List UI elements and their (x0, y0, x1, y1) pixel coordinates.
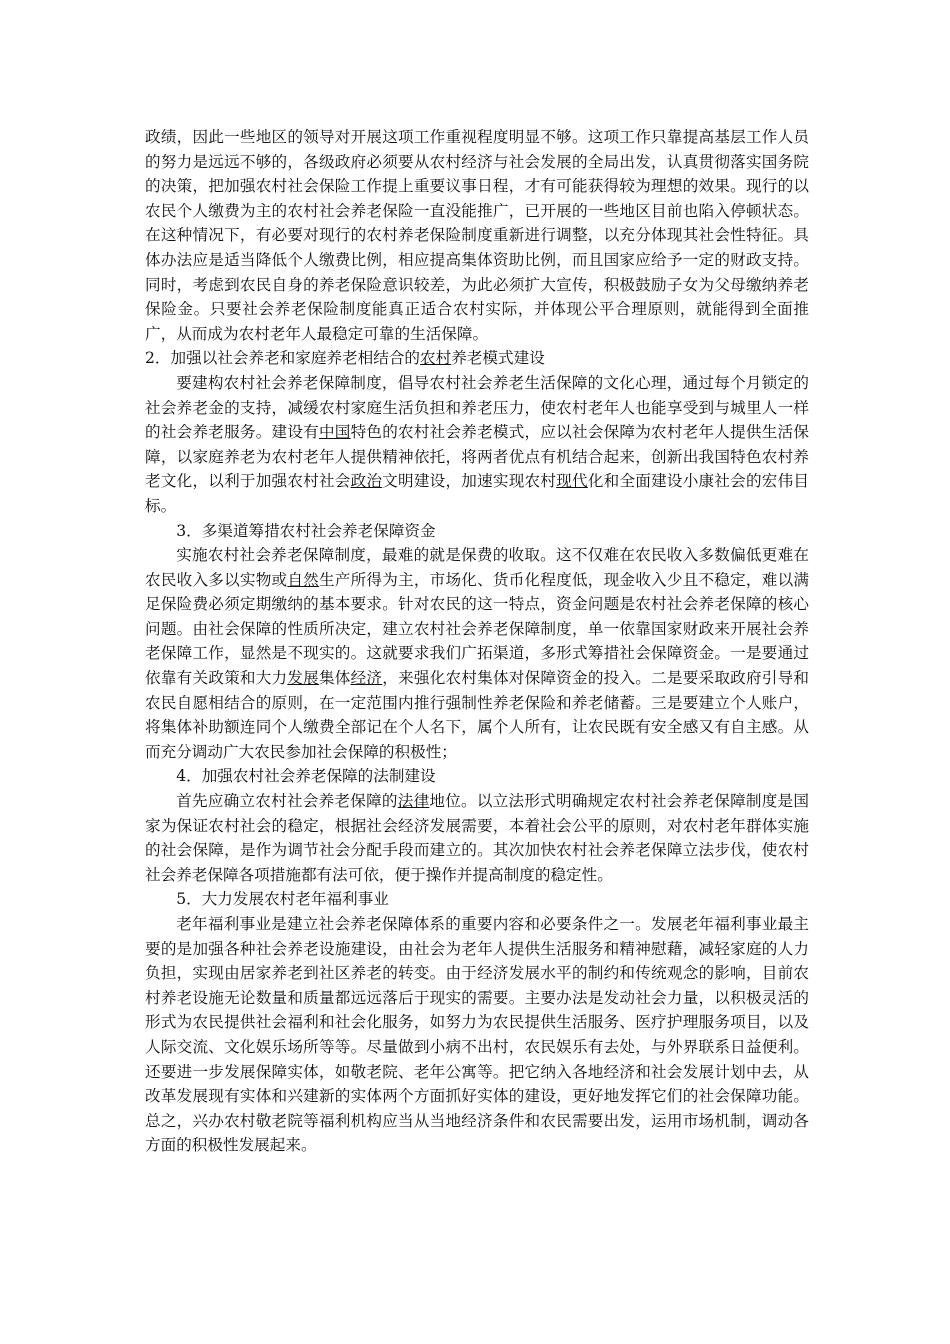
heading-3: 3．多渠道筹措农村社会养老保障资金 (176, 521, 436, 540)
paragraph-2-text-b: 特色的农村社会养老模式，应以社会保障为农村老年人提供生活保障，以家庭养老为农村老年人提供精神依托，将两者优点有机结合起来，创新出我国特色农村养老文化，以利于加强农村社会 (145, 423, 809, 491)
link-zhengzhi[interactable]: 政治 (350, 472, 383, 491)
paragraph-4-text-b: 地位。以立法形式明确规定农村社会养老保障制度是国家为保证农村社会的稳定，根据社会经济发展需要，本着社会公平的原则，对农村老年群体实施的社会保障，是作为调节社会分配手段而建立的。其次加快农村社会养老保障立法步伐，使农村社会养老保障各项措施都有法可依，便于操作并提高制度的稳定性。 (145, 792, 809, 884)
heading-2-text-b: 养老模式建设 (451, 349, 545, 368)
paragraph-4-text-a: 首先应确立农村社会养老保障的 (176, 792, 398, 811)
link-jingji[interactable]: 经济 (350, 669, 383, 688)
link-nongcun[interactable]: 农村 (420, 349, 452, 368)
paragraph-3-text-c: 集体 (318, 669, 351, 688)
heading-2 (145, 346, 809, 371)
paragraph-2 (145, 371, 809, 519)
link-falv[interactable]: 法律 (397, 792, 430, 811)
link-fazhan[interactable]: 发展 (287, 669, 319, 688)
link-zhongguo[interactable]: 中国 (318, 423, 351, 442)
paragraph-2-text-d: 化和全面建设小康社会的宏伟目标。 (145, 472, 809, 515)
link-xiandai[interactable]: 现代 (556, 472, 588, 491)
paragraph-2-text-a: 要建构农村社会养老保障制度，倡导农村社会养老生活保障的文化心理，通过每个月锁定的社会养老金的支持，减缓农村家庭生活负担和养老压力，使农村老年人也能享受到与城里人一样的社会养老服务。建设有 (145, 373, 809, 442)
paragraph-2-text-c: 文明建设，加速实现农村 (382, 472, 557, 491)
heading-4: 4．加强农村社会养老保障的法制建设 (176, 767, 436, 786)
paragraph-1: 政绩，因此一些地区的领导对开展这项工作重视程度明显不够。这项工作只靠提高基层工作人员的努力是远远不够的，各级政府必须要从农村经济与社会发展的全局出发，认真贯彻落实国务院的决策，把加强农村社会保险工作提上重要议事日程，才有可能获得较为理想的效果。现行的以农民个人缴费为主的农村社会养老保险一直没能推广，已开展的一些地区目前也陷入停顿状态。在这种情况下，有必要对现行的农村养老保险制度重新进行调整，以充分体现其社会性特征。具体办法应是适当降低个人缴费比例，相应提高集体资助比例，而且国家应给予一定的财政支持。同时，考虑到农民自身的养老保险意识较差，为此必须扩大宣传，积极鼓励子女为父母缴纳养老保险金。只要社会养老保险制度能真正适合农村实际，并体现公平合理原则，就能得到全面推广，从而成为农村老年人最稳定可靠的生活保障。 (145, 128, 809, 343)
paragraph-3 (145, 543, 809, 764)
document-page (145, 125, 809, 1158)
paragraph-3-text-d: ，来强化农村集体对保障资金的投入。二是要采取政府引导和农民自愿相结合的原则，在一定范围内推行强制性养老保险和养老储蓄。三是要建立个人账户，将集体补助额连同个人缴费全部记在个人名下，属个人所有，让农民既有安全感又有自主感。从而充分调动广大农民参加社会保障的积极性； (145, 669, 809, 761)
heading-2-text-a: 2．加强以社会养老和家庭养老相结合的 (145, 349, 421, 368)
link-ziran[interactable]: 自然 (287, 570, 319, 589)
paragraph-3-text-a: 实施农村社会养老保障制度，最难的就是保费的收取。这不仅难在农民收入多数偏低更难在农民收入多以实物或 (145, 546, 809, 589)
heading-5: 5．大力发展农村老年福利事业 (176, 890, 389, 909)
paragraph-4 (145, 789, 809, 887)
paragraph-3-text-b: 生产所得为主，市场化、货币化程度低，现金收入少且不稳定，难以满足保险费必须定期缴纳的基本要求。针对农民的这一特点，资金问题是农村社会养老保障的核心问题。由社会保障的性质所决定，建立农村社会养老保障制度，单一依靠国家财政来开展社会养老保障工作，显然是不现实的。这就要求我们广拓渠道，多形式筹措社会保障资金。一是要通过依靠有关政策和大力 (145, 570, 809, 688)
paragraph-5: 老年福利事业是建立社会养老保障体系的重要内容和必要条件之一。发展老年福利事业最主要的是加强各种社会养老设施建设，由社会为老年人提供生活服务和精神慰藉，减轻家庭的人力负担，实现由居家养老到社区养老的转变。由于经济发展水平的制约和传统观念的影响，目前农村养老设施无论数量和质量都远远落后于现实的需要。主要办法是发动社会力量，以积极灵活的形式为农民提供社会福利和社会化服务，如努力为农民提供生活服务、医疗护理服务项目，以及人际交流、文化娱乐场所等等。尽量做到小病不出村，农民娱乐有去处，与外界联系日益便利。还要进一步发展保障实体，如敬老院、老年公寓等。把它纳入各地经济和社会发展计划中去，从改革发展现有实体和兴建新的实体两个方面抓好实体的建设，更好地发挥它们的社会保障功能。总之，兴办农村敬老院等福利机构应当从当地经济条件和农民需要出发，运用市场机制，调动各方面的积极性发展起来。 (145, 915, 809, 1155)
